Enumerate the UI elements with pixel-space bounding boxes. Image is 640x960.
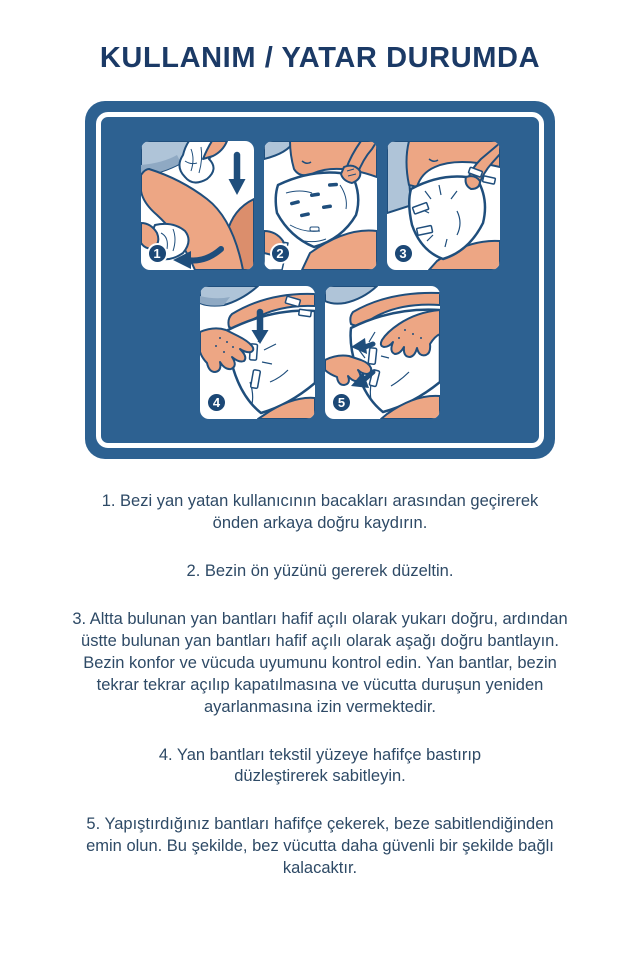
step-3-panel <box>387 141 500 270</box>
step-number-badge: 4 <box>206 392 227 413</box>
step-number-badge: 1 <box>147 243 168 264</box>
step-number-badge: 5 <box>331 392 352 413</box>
steps-section <box>0 491 640 880</box>
step-1-panel <box>141 141 254 270</box>
illustration-box <box>85 101 555 459</box>
illustration-box-inner-ring <box>96 112 544 448</box>
step-2-text: 2. Bezin ön yüzünü gererek düzeltin. <box>186 561 454 580</box>
step-2-panel <box>264 141 377 270</box>
step-1-text: 1. Bezi yan yatan kullanıcının bacakları arasından geçirerek önden arkaya doğru kaydırın. <box>101 492 539 532</box>
panel-row-top <box>141 141 500 270</box>
pillow-clothing <box>200 286 258 306</box>
page-title: KULLANIM / YATAR DURUMDA <box>99 42 541 74</box>
step-number-badge: 3 <box>393 243 414 264</box>
pillow-clothing <box>325 286 377 304</box>
panel-row-bottom <box>200 286 440 419</box>
down-arrow-icon <box>228 155 245 195</box>
step-5-text: 5. Yapıştırdığınız bantları hafifçe çekerek, beze sabitlendiğinden emin olun. Bu şekilde, bez vücutta daha güvenli bir şekilde bağlı kalacaktır. <box>86 815 554 878</box>
step-5-panel <box>325 286 440 419</box>
step-number-badge: 2 <box>270 243 291 264</box>
step-4-text: 4. Yan bantları tekstil yüzeye hafifçe bastırıp düzleştirerek sabitleyin. <box>158 745 482 786</box>
step-4-panel <box>200 286 315 419</box>
step-3-text: 3. Altta bulunan yan bantları hafif açılı olarak yukarı doğru, ardından üstte bulunan yan bantları hafif açılı olarak aşağı doğru bantlayın. Bezin konfor ve vücuda uyumunu kontrol edin. Yan bantlar, bezin tekrar tekrar açılıp kapatılmasına ve vücutta duruşun yeniden ayarlanmasına izin vermektedir. <box>72 609 568 716</box>
